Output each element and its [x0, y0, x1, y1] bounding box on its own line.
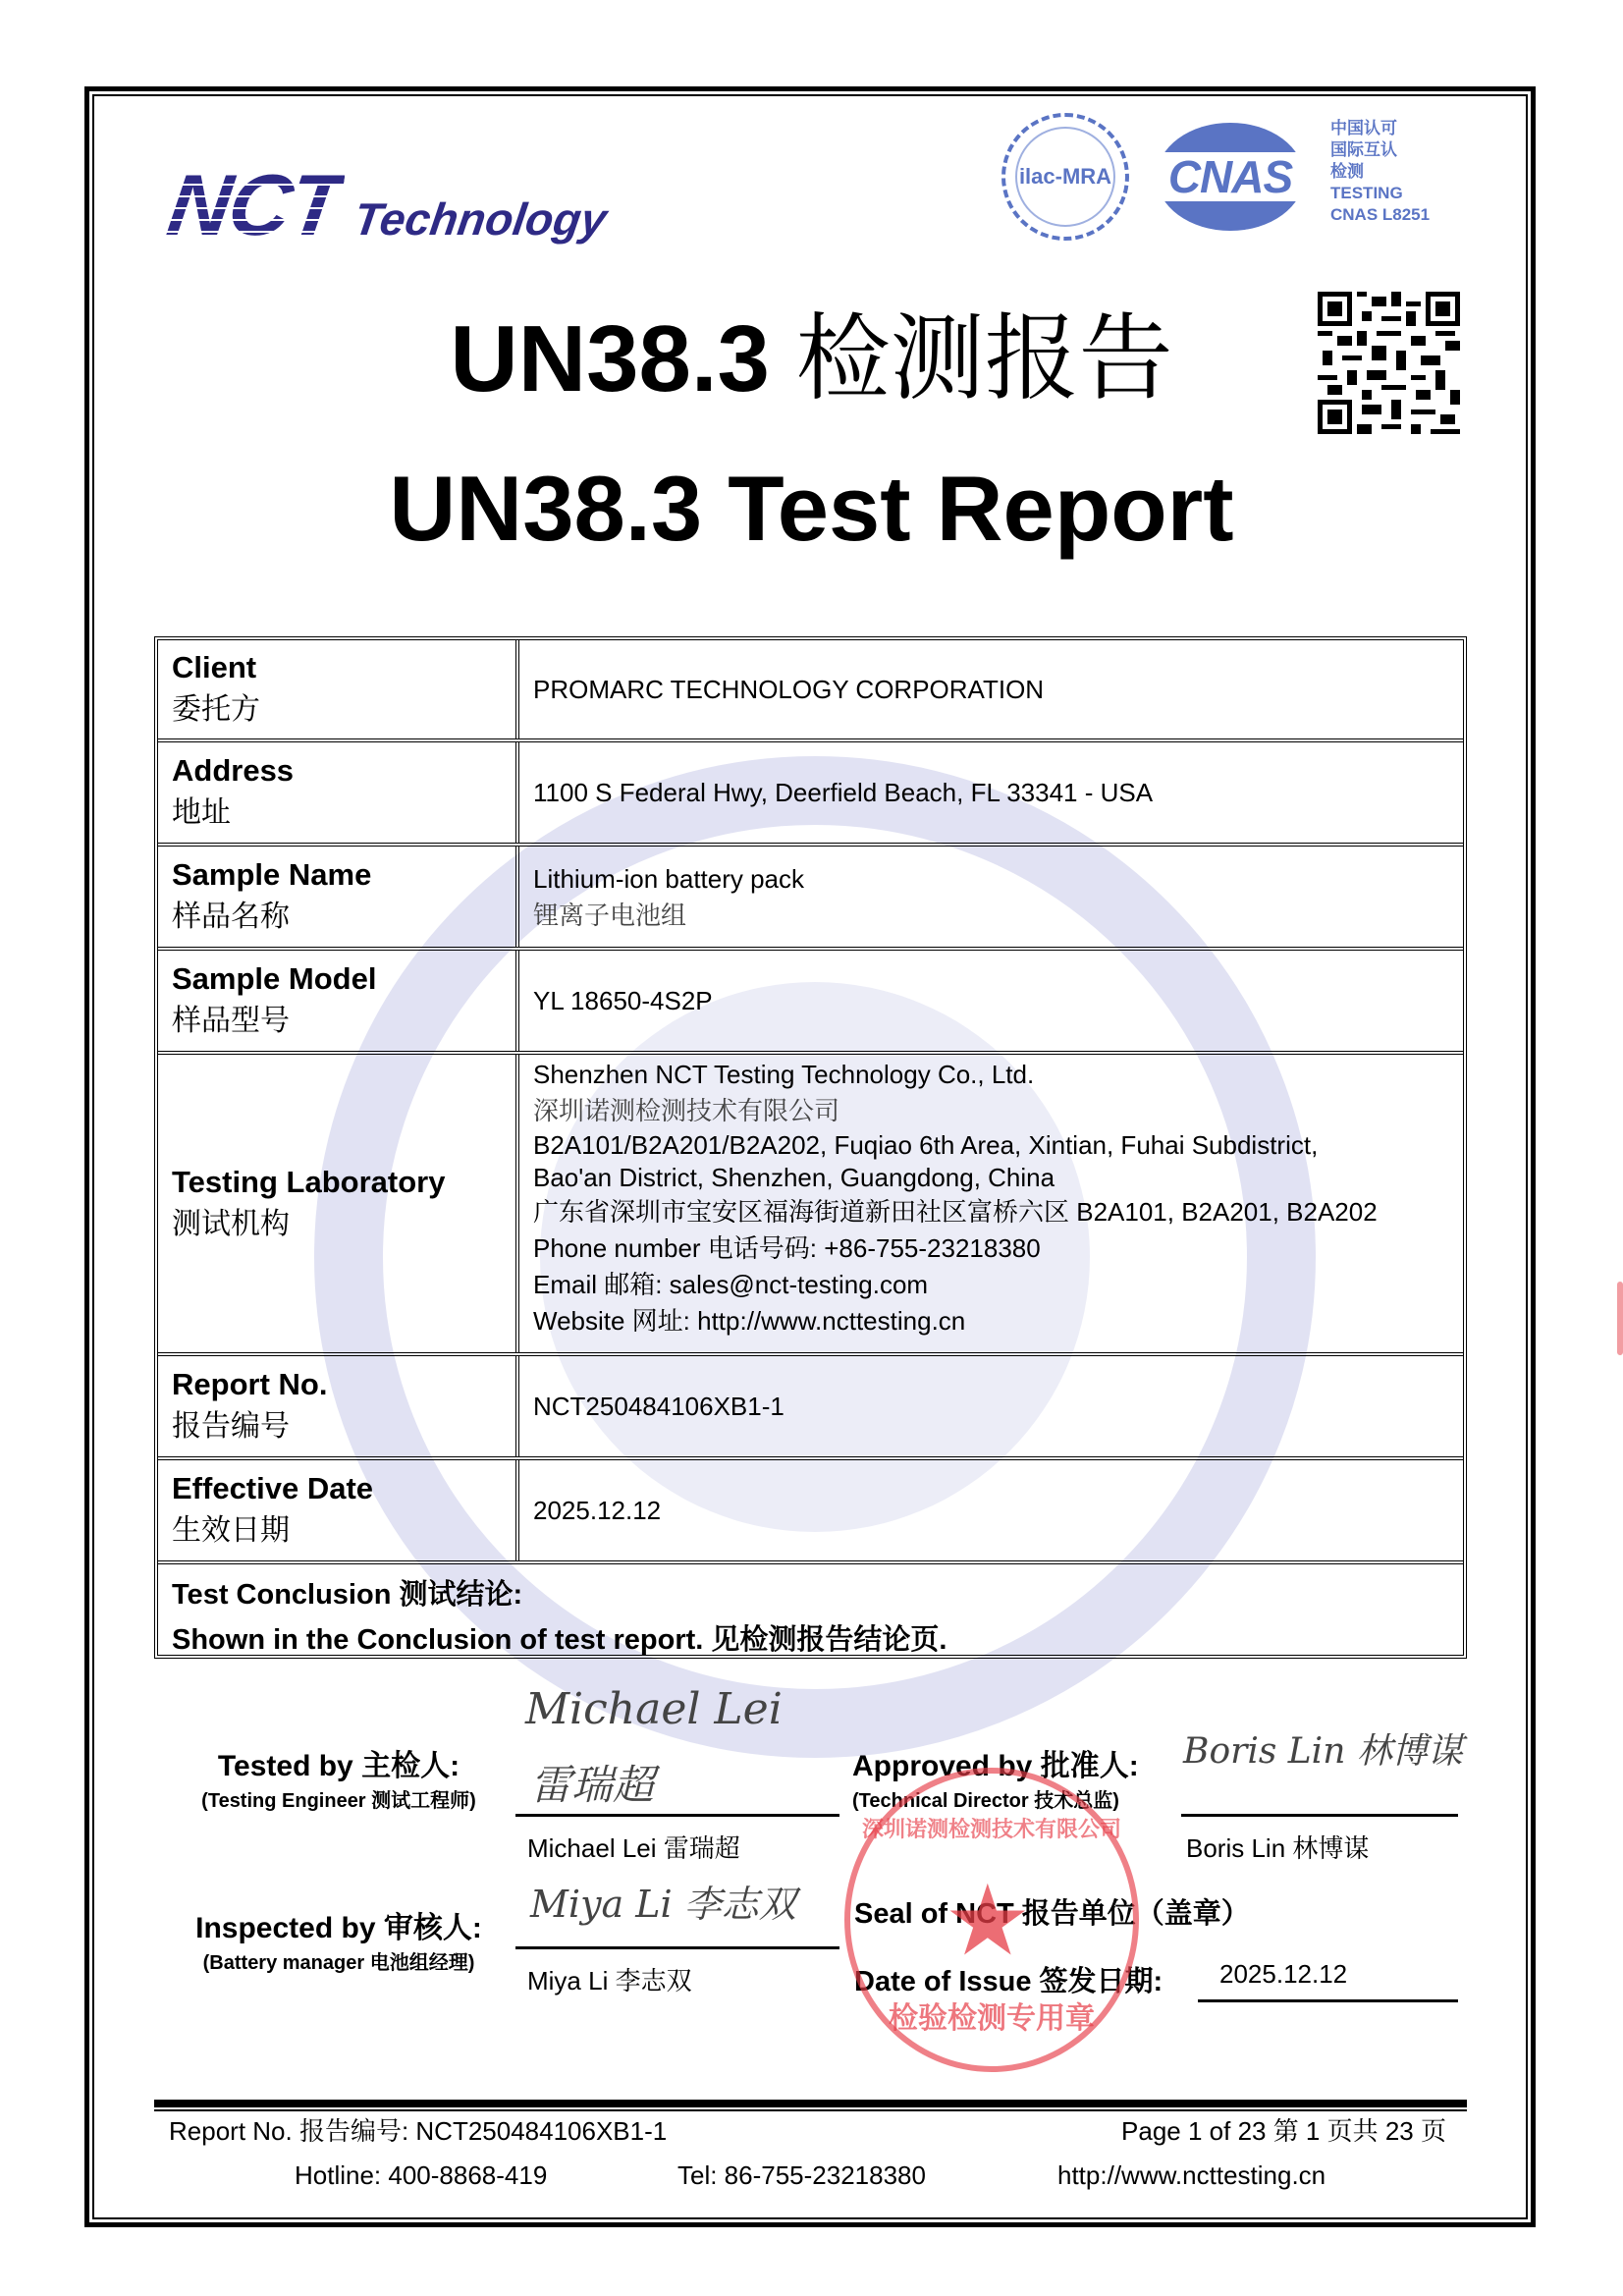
table-row-sample-name — [158, 847, 1463, 951]
nct-logo — [162, 156, 611, 253]
lab-address-cn: 广东省深圳市宝安区福海街道新田社区富桥六区 B2A101, B2A201, B2A202 — [533, 1197, 1378, 1227]
tested-by-name: Michael Lei 雷瑞超 — [527, 1833, 740, 1863]
sample-name-cn-value: 锂离子电池组 — [533, 901, 687, 930]
table-row-report-no — [158, 1356, 1463, 1460]
inspected-by-block — [162, 1903, 515, 1975]
conclusion-text: Shown in the Conclusion of test report. 见检测报告结论页. — [172, 1624, 947, 1656]
sample-model-value: YL 18650-4S2P — [533, 986, 713, 1015]
ilac-label: ilac-MRA — [1018, 164, 1112, 189]
footer-tel: Tel: 86-755-23218380 — [677, 2160, 926, 2190]
address-value: 1100 S Federal Hwy, Deerfield Beach, FL 33341 - USA — [533, 778, 1154, 807]
approved-by-name: Boris Lin 林博谋 — [1186, 1833, 1370, 1863]
lab-email: Email 邮箱: sales@nct-testing.com — [533, 1270, 929, 1299]
cnas-text-line: 国际互认 — [1330, 140, 1397, 159]
row-label-cn: 生效日期 — [172, 1514, 290, 1547]
cnas-logo-icon — [1157, 123, 1304, 231]
tested-by-role: (Testing Engineer 测试工程师) — [201, 1790, 476, 1812]
cnas-accreditation-text — [1330, 118, 1430, 226]
lab-website: Website 网址: http://www.ncttesting.cn — [533, 1306, 966, 1336]
company-stamp-icon — [844, 1768, 1139, 2072]
lab-address-line1: B2A101/B2A201/B2A202, Fuqiao 6th Area, Xintian, Fuhai Subdistrict, — [533, 1130, 1319, 1160]
tested-signature-en: Michael Lei — [525, 1684, 783, 1734]
logo-sub: Technology — [351, 193, 611, 245]
row-label-en: Client — [172, 650, 257, 684]
lab-name: Shenzhen NCT Testing Technology Co., Ltd. — [533, 1060, 1035, 1089]
row-label-en: Testing Laboratory — [172, 1164, 446, 1199]
title-cn-prefix: UN38.3 — [450, 306, 796, 411]
ilac-mra-logo-icon — [1001, 113, 1129, 241]
footer-rule-thick — [154, 2100, 1467, 2107]
issue-date-line — [1198, 1999, 1458, 2002]
cnas-text-line: 中国认可 — [1330, 119, 1397, 137]
row-label-cn: 委托方 — [172, 693, 260, 726]
issue-date-value: 2025.12.12 — [1219, 1959, 1348, 1989]
inspected-by-name: Miya Li 李志双 — [527, 1966, 692, 1995]
report-info-table — [154, 636, 1467, 1659]
approved-signature: Boris Lin 林博谋 — [1183, 1731, 1463, 1772]
client-value: PROMARC TECHNOLOGY CORPORATION — [533, 675, 1045, 704]
adjacent-stamp-edge — [1617, 1282, 1623, 1355]
inspected-signature-line — [515, 1946, 839, 1949]
row-label-cn: 样品型号 — [172, 1005, 290, 1037]
inspected-by-label: Inspected by 审核人: — [195, 1912, 482, 1944]
row-label-en: Sample Name — [172, 857, 372, 892]
logo-main: NCT — [162, 156, 348, 253]
row-label-en: Effective Date — [172, 1471, 374, 1505]
stamp-top-text: 深圳诺测检测技术有限公司 — [861, 1817, 1121, 1841]
cnas-text-line: CNAS L8251 — [1330, 205, 1431, 224]
effective-date-value: 2025.12.12 — [533, 1496, 662, 1525]
issue-date-label: Date of Issue 签发日期: — [854, 1966, 1163, 1997]
tested-by-label: Tested by 主检人: — [217, 1750, 460, 1782]
row-label-en: Report No. — [172, 1367, 328, 1401]
cnas-label: CNAS — [1157, 152, 1304, 201]
table-row-testing-laboratory — [158, 1055, 1463, 1356]
lab-address-line2: Bao'an District, Shenzhen, Guangdong, China — [533, 1163, 1055, 1192]
inspected-by-role: (Battery manager 电池组经理) — [202, 1952, 475, 1974]
lab-phone: Phone number 电话号码: +86-755-23218380 — [533, 1233, 1041, 1263]
approved-by-label: Approved by 批准人: — [852, 1750, 1139, 1782]
row-label-en: Sample Model — [172, 961, 377, 996]
approved-signature-line — [1181, 1814, 1458, 1817]
row-label-cn: 报告编号 — [172, 1410, 290, 1443]
page-title-en: UN38.3 Test Report — [389, 457, 1234, 560]
tested-by-block — [162, 1741, 515, 1813]
cnas-text-line: TESTING — [1330, 184, 1403, 202]
approved-by-role: (Technical Director 技术总监) — [852, 1790, 1119, 1812]
conclusion-title: Test Conclusion 测试结论: — [172, 1579, 523, 1611]
cnas-text-line: 检测 — [1330, 162, 1364, 181]
footer-report-no: Report No. 报告编号: NCT250484106XB1-1 — [169, 2116, 668, 2146]
row-label-en: Address — [172, 753, 295, 788]
tested-signature-cn: 雷瑞超 — [530, 1761, 655, 1809]
stamp-bottom-text: 检验检测专用章 — [889, 2002, 1095, 2035]
report-no-value: NCT250484106XB1-1 — [533, 1392, 784, 1421]
title-cn-suffix: 检测报告 — [795, 303, 1173, 413]
page-title-cn — [0, 304, 1623, 413]
row-label-cn: 样品名称 — [172, 901, 290, 933]
footer-page-number: Page 1 of 23 第 1 页共 23 页 — [1121, 2116, 1446, 2146]
footer-hotline: Hotline: 400-8868-419 — [295, 2160, 548, 2190]
seal-label: Seal of NCT 报告单位（盖章） — [854, 1898, 1250, 1930]
footer-website-link[interactable]: http://www.ncttesting.cn — [1057, 2160, 1326, 2190]
stamp-star-icon: ★ — [944, 1866, 1032, 1976]
table-row-effective-date — [158, 1460, 1463, 1564]
tested-signature-line — [515, 1814, 839, 1817]
row-label-cn: 地址 — [172, 796, 231, 829]
row-label-cn: 测试机构 — [172, 1207, 290, 1240]
table-row-client — [158, 640, 1463, 742]
table-row-conclusion — [158, 1564, 1463, 1655]
table-row-address — [158, 742, 1463, 847]
lab-name-cn: 深圳诺测检测技术有限公司 — [533, 1096, 840, 1125]
sample-name-value: Lithium-ion battery pack — [533, 864, 805, 894]
table-row-sample-model — [158, 951, 1463, 1055]
inspected-signature: Miya Li 李志双 — [530, 1883, 796, 1926]
